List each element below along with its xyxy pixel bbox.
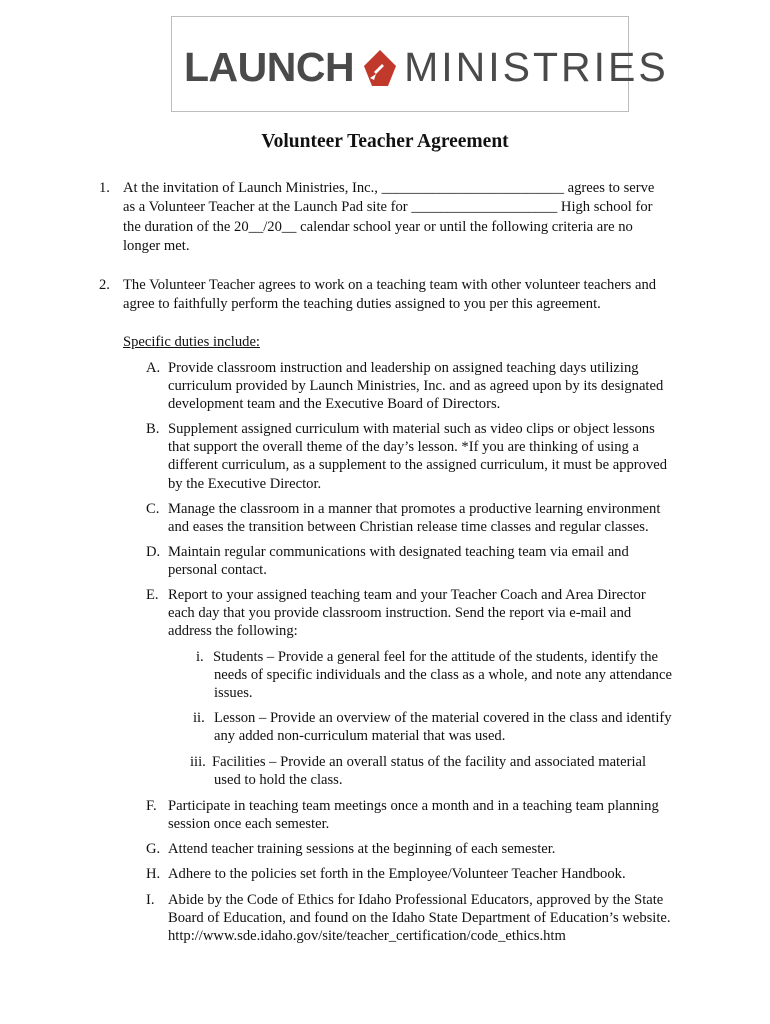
text-line: Supplement assigned curriculum with material such as video clips or object lessons — [168, 421, 655, 437]
text-line: that support the overall theme of the day’s lesson. *If you are thinking of using a — [168, 439, 639, 456]
duty-d-text — [168, 543, 629, 579]
text-line: agree to faithfully perform the teaching duties assigned to you per this agreement. — [123, 296, 601, 313]
text-line: Facilities – Provide an overall status of the facility and associated material — [212, 754, 647, 770]
text-line: Participate in teaching team meetings once a month and in a teaching team planning — [168, 798, 659, 814]
text-line: the duration of the 20__/20__ calendar school year or until the following criteria are no — [123, 218, 633, 235]
text-line: and eases the transition between Christian release time classes and regular classes. — [168, 519, 649, 536]
text-line: development team and the Executive Board of Directors. — [168, 396, 501, 413]
duty-a-text — [168, 359, 663, 414]
text-line: Adhere to the policies set forth in the Employee/Volunteer Teacher Handbook. — [168, 866, 626, 882]
text-line: used to hold the class. — [214, 772, 343, 789]
text-line: as a Volunteer Teacher at the Launch Pad site for ____________________ High school for — [123, 199, 653, 216]
report-item-ii-text — [214, 709, 672, 745]
duty-letter: D. — [146, 544, 161, 560]
duty-letter: I. — [146, 892, 155, 908]
duty-letter: C. — [146, 501, 160, 517]
text-line: curriculum provided by Launch Ministries, Inc. and as agreed upon by its designated — [168, 378, 664, 395]
text-line: Lesson – Provide an overview of the material covered in the class and identify — [214, 710, 672, 726]
text-line: Provide classroom instruction and leadership on assigned teaching days utilizing — [168, 360, 639, 376]
code-of-ethics-link[interactable]: http://www.sde.idaho.gov/site/teacher_certification/code_ethics.htm — [168, 928, 566, 945]
duty-letter: B. — [146, 421, 160, 437]
text-line: Manage the classroom in a manner that promotes a productive learning environment — [168, 501, 661, 517]
text-line: session once each semester. — [168, 816, 330, 833]
text-line: needs of specific individuals and the class as a whole, and note any attendance — [214, 667, 672, 684]
logo-box — [171, 16, 669, 112]
text-line: Maintain regular communications with designated teaching team via email and — [168, 544, 629, 560]
text-line: each day that you provide classroom instruction. Send the report via e-mail and — [168, 605, 632, 622]
report-numeral: ii. — [193, 710, 205, 726]
duty-c-text — [168, 500, 660, 536]
text-line: Board of Education, and found on the Idaho State Department of Education’s website. — [168, 910, 671, 927]
logo-launch-text: LAUNCH — [184, 44, 355, 90]
text-line: address the following: — [168, 623, 298, 640]
duty-e-text — [168, 586, 646, 641]
text-line: by the Executive Director. — [168, 475, 322, 492]
report-numeral: iii. — [190, 754, 206, 770]
text-line: any added non-curriculum material that was used. — [214, 728, 506, 745]
text-line: The Volunteer Teacher agrees to work on a teaching team with other volunteer teachers and — [123, 277, 657, 293]
duty-letter: G. — [146, 841, 161, 857]
duty-g-text — [168, 840, 555, 858]
text-line: Report to your assigned teaching team and your Teacher Coach and Area Director — [168, 587, 646, 603]
rocket-logo-icon — [360, 48, 400, 88]
text-line: longer met. — [123, 238, 190, 255]
report-item-iii-text — [212, 753, 646, 789]
text-line: Abide by the Code of Ethics for Idaho Professional Educators, approved by the State — [168, 892, 664, 908]
duty-letter: F. — [146, 798, 157, 814]
duty-letter: H. — [146, 866, 161, 882]
item-2-text — [123, 276, 656, 315]
logo — [184, 44, 669, 90]
text-line: Students – Provide a general feel for the attitude of the students, identify the — [213, 649, 658, 665]
duty-h-text — [168, 865, 626, 883]
logo-ministries-text: MINISTRIES — [404, 44, 669, 90]
text-line: different curriculum, as a supplement to the assigned curriculum, it must be approved — [168, 457, 668, 474]
item-1-text — [123, 179, 654, 257]
item-number: 2. — [99, 277, 110, 293]
duty-i-text — [168, 891, 671, 946]
report-item-i-text — [214, 648, 672, 703]
text-line: At the invitation of Launch Ministries, Inc., _________________________ agrees to serve — [123, 180, 655, 196]
duty-f-text — [168, 797, 659, 833]
text-line: issues. — [214, 685, 253, 702]
duty-letter: E. — [146, 587, 159, 603]
text-line: personal contact. — [168, 562, 267, 579]
item-number: 1. — [99, 180, 110, 196]
text-line: Attend teacher training sessions at the beginning of each semester. — [168, 841, 556, 857]
duty-letter: A. — [146, 360, 161, 376]
document-title: Volunteer Teacher Agreement — [261, 131, 509, 152]
duty-b-text — [168, 420, 667, 493]
duties-heading: Specific duties include: — [123, 334, 260, 350]
report-numeral: i. — [196, 649, 204, 665]
